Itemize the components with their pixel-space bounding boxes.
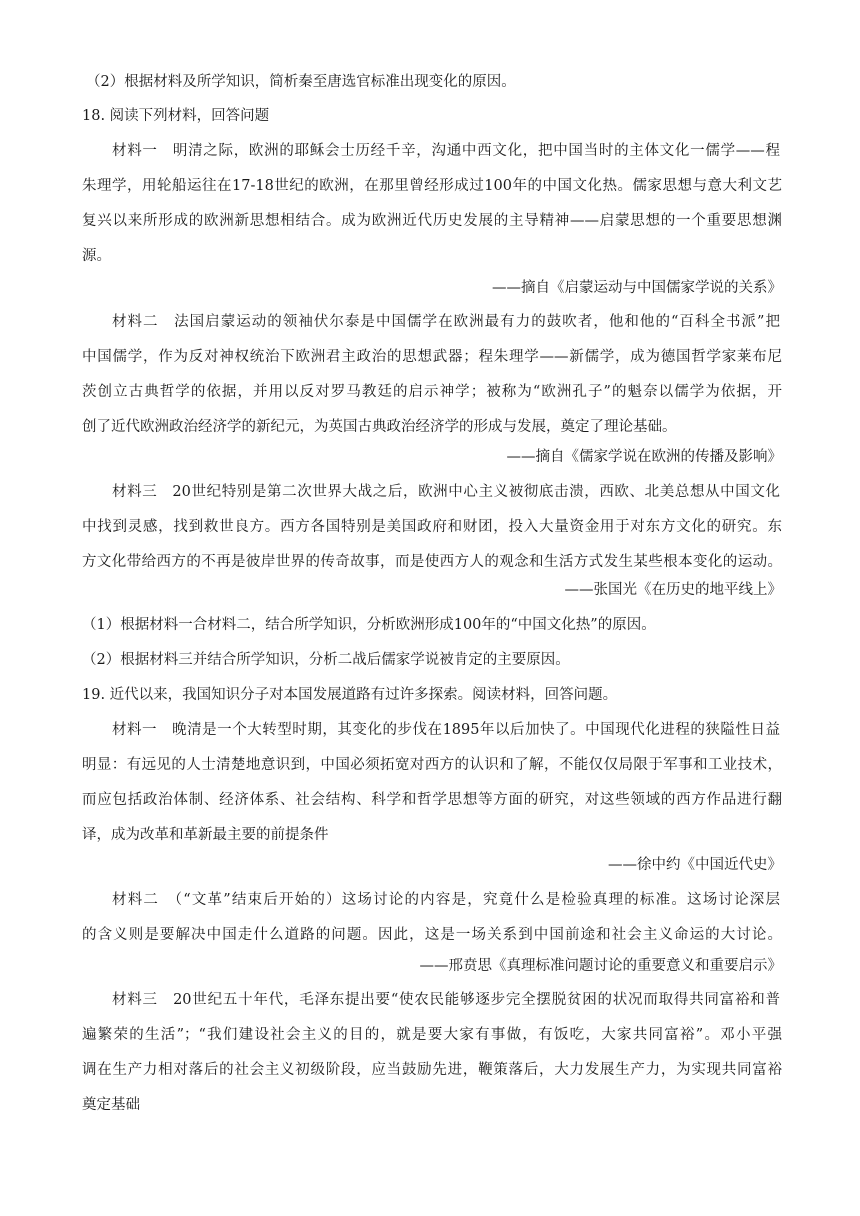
question-19-stem: 19. 近代以来，我国知识分子对本国发展道路有过许多探索。阅读材料，回答问题。 (82, 687, 618, 703)
q19-material-1-line: 材料一 晚清是一个大转型时期，其变化的步伐在1895年以后加快了。中国现代化进程的狭隘性日益 (112, 722, 780, 738)
q19-material-2-line: 的含义则是要解决中国走什么道路的问题。因此，这是一场关系到中国前途和社会主义命运的大讨论。 (82, 927, 782, 943)
material-2-line: 创了近代欧洲政治经济学的新纪元，为英国古典政治经济学的形成与发展，奠定了理论基础。 (82, 419, 677, 435)
question-18-part1: （1）根据材料一合材料二，结合所学知识，分析欧洲形成100年的“中国文化热”的原因。 (82, 617, 656, 633)
material-2-line: 材料二 法国启蒙运动的领袖伏尔泰是中国儒学在欧洲最有力的鼓吹者，他和他的“百科全书派”把 (112, 314, 780, 330)
material-1-source: ——摘自《启蒙运动与中国儒家学说的关系》 (492, 280, 782, 296)
material-3-line: 中找到灵感，找到救世良方。西方各国特别是美国政府和财团，投入大量资金用于对东方文化的研究。东 (82, 519, 782, 535)
q19-material-3-line: 奠定基础 (82, 1097, 140, 1113)
material-3-line: 方文化带给西方的不再是彼岸世界的传奇故事，而是使西方人的观念和生活方式发生某些根本变化的运动。 (82, 554, 782, 570)
question-18-stem: 18. 阅读下列材料，回答问题 (82, 108, 270, 124)
q19-material-1-line: 译，成为改革和革新最主要的前提条件 (82, 827, 329, 843)
q19-material-3-line: 调在生产力相对落后的社会主义初级阶段，应当鼓励先进，鞭策落后，大力发展生产力，为实现共同富裕 (82, 1062, 782, 1078)
q19-material-3-line: 遍繁荣的生活”；“我们建设社会主义的目的，就是要大家有事做，有饭吃，大家共同富裕”。邓小平强 (82, 1027, 782, 1043)
q19-material-1-line: 而应包括政治体制、经济体系、社会结构、科学和哲学思想等方面的研究，对这些领域的西方作品进行翻 (82, 792, 782, 808)
material-2-line: 茨创立古典哲学的依据，并用以反对罗马教廷的启示神学；被称为“欧洲孔子”的魁奈以儒学为依据，开 (82, 384, 782, 400)
material-1-line: 复兴以来所形成的欧洲新思想相结合。成为欧洲近代历史发展的主导精神——启蒙思想的一个重要思想渊 (82, 213, 782, 229)
q19-material-1-source: ——徐中约《中国近代史》 (608, 857, 782, 873)
material-1-line: 朱理学，用轮船运往在17-18世纪的欧洲，在那里曾经形成过100年的中国文化热。儒家思想与意大利文艺 (82, 178, 782, 194)
question-17-part2: （2）根据材料及所学知识，简析秦至唐选官标准出现变化的原因。 (86, 74, 516, 90)
q19-material-3-line: 材料三 20世纪五十年代，毛泽东提出要“使农民能够逐步完全摆脱贫困的状况而取得共同富裕和普 (112, 992, 780, 1008)
q19-material-2-line: 材料二 （“文革”结束后开始的）这场讨论的内容是，究竟什么是检验真理的标准。这场讨论深层 (112, 892, 780, 908)
q19-material-2-source: ——邢贲思《真理标准问题讨论的重要意义和重要启示》 (419, 958, 782, 974)
q19-material-1-line: 明显：有远见的人士清楚地意识到，中国必须拓宽对西方的认识和了解，不能仅仅局限于军事和工业技术， (82, 757, 782, 773)
material-2-line: 中国儒学，作为反对神权统治下欧洲君主政治的思想武器；程朱理学——新儒学，成为德国哲学家莱布尼 (82, 349, 782, 365)
material-3-source: ——张国光《在历史的地平线上》 (564, 582, 782, 598)
material-2-source: ——摘自《儒家学说在欧洲的传播及影响》 (506, 449, 782, 465)
material-1-line: 材料一 明清之际，欧洲的耶稣会士历经千辛，沟通中西文化，把中国当时的主体文化一儒学——程 (112, 143, 780, 159)
question-18-part2: （2）根据材料三并结合所学知识，分析二战后儒家学说被肯定的主要原因。 (82, 652, 570, 668)
material-1-line: 源。 (82, 248, 111, 264)
material-3-line: 材料三 20世纪特别是第二次世界大战之后，欧洲中心主义被彻底击溃，西欧、北美总想从中国文化 (112, 484, 780, 500)
